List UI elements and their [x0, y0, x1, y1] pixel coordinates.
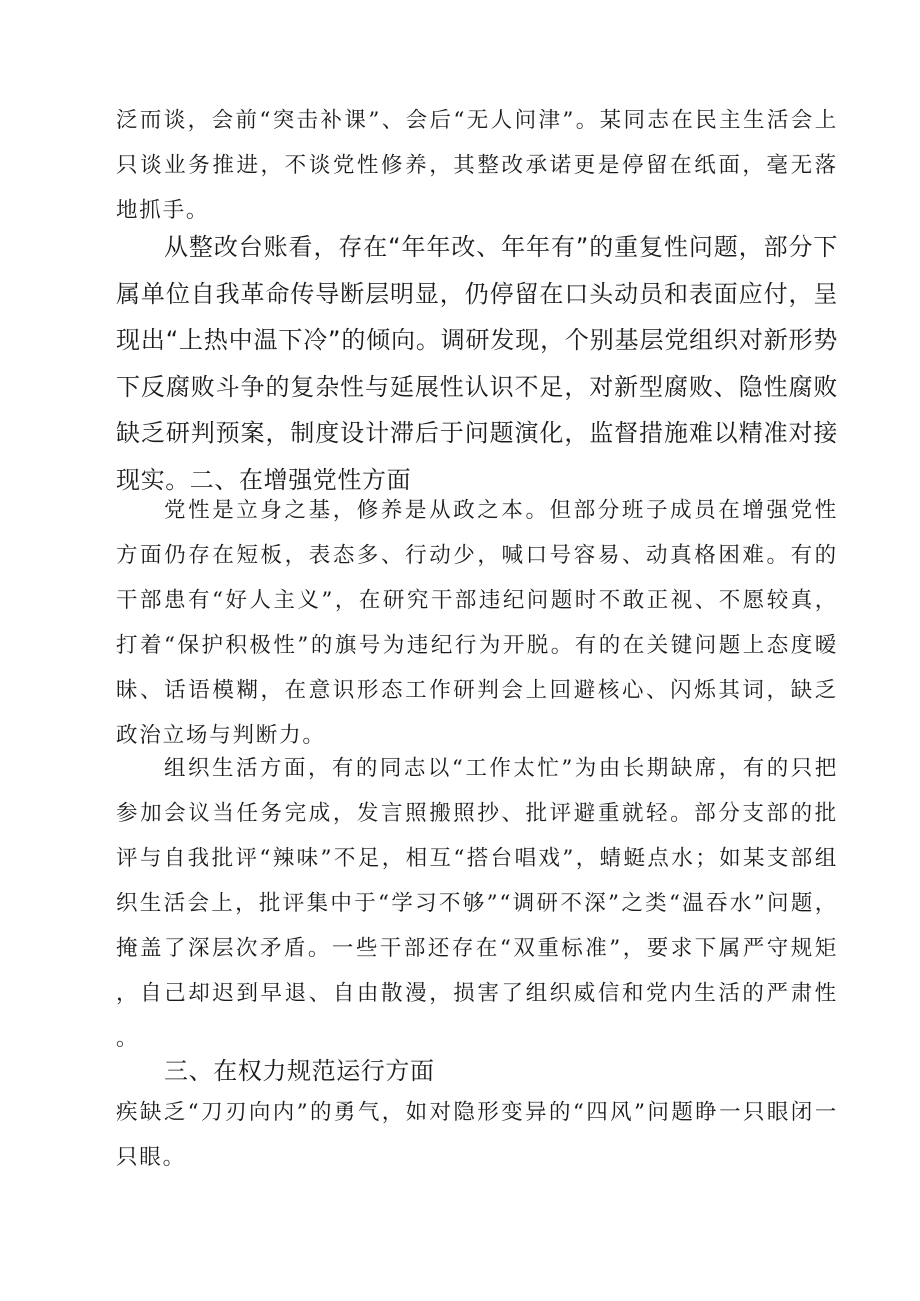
paragraph-rectification-ledger: 从整改台账看，存在“年年改、年年有”的重复性问题，部分下属单位自我革命传导断层明显，仍停留在口头动员和表面应付，呈现出“上热中温下冷”的倾向。调研发现，个别基层党组织对新形势下反腐败斗争的复杂性与延展性认识不足，对新型腐败、隐性腐败缺乏研判预案，制度设计滞后于问题演化，监督措施难以精准对接现实。二、在增强党性方面	[116, 233, 838, 494]
continued-paragraph: 泛而谈，会前“突击补课”、会后“无人问津”。某同志在民主生活会上只谈业务推进，不谈党性修养，其整改承诺更是停留在纸面，毫无落地抓手。	[116, 108, 838, 223]
paragraph-power: 疾缺乏“刀刃向内”的勇气，如对隐形变异的“四风”问题睁一只眼闭一只眼。	[116, 1100, 838, 1170]
paragraph-party-spirit: 党性是立身之基，修养是从政之本。但部分班子成员在增强党性方面仍存在短板，表态多、行动少，喊口号容易、动真格困难。有的干部患有“好人主义”，在研究干部违纪问题时不敢正视、不愿较真，打着“保护积极性”的旗号为违纪行为开脱。有的在关键问题上态度暧昧、话语模糊，在意识形态工作研判会上回避核心、闪烁其词，缺乏政治立场与判断力。	[116, 498, 838, 748]
paragraph-organization-life: 组织生活方面，有的同志以“工作太忙”为由长期缺席，有的只把参加会议当任务完成，发言照搬照抄、批评避重就轻。部分支部的批评与自我批评“辣味”不足，相互“搭台唱戏”，蜻蜓点水；如某支部组织生活会上，批评集中于“学习不够”“调研不深”之类“温吞水”问题，掩盖了深层次矛盾。一些干部还存在“双重标准”，要求下属严守规矩，自己却迟到早退、自由散漫，损害了组织威信和党内生活的严肃性。	[116, 756, 838, 1051]
section-heading-power: 三、在权力规范运行方面	[164, 1057, 435, 1085]
